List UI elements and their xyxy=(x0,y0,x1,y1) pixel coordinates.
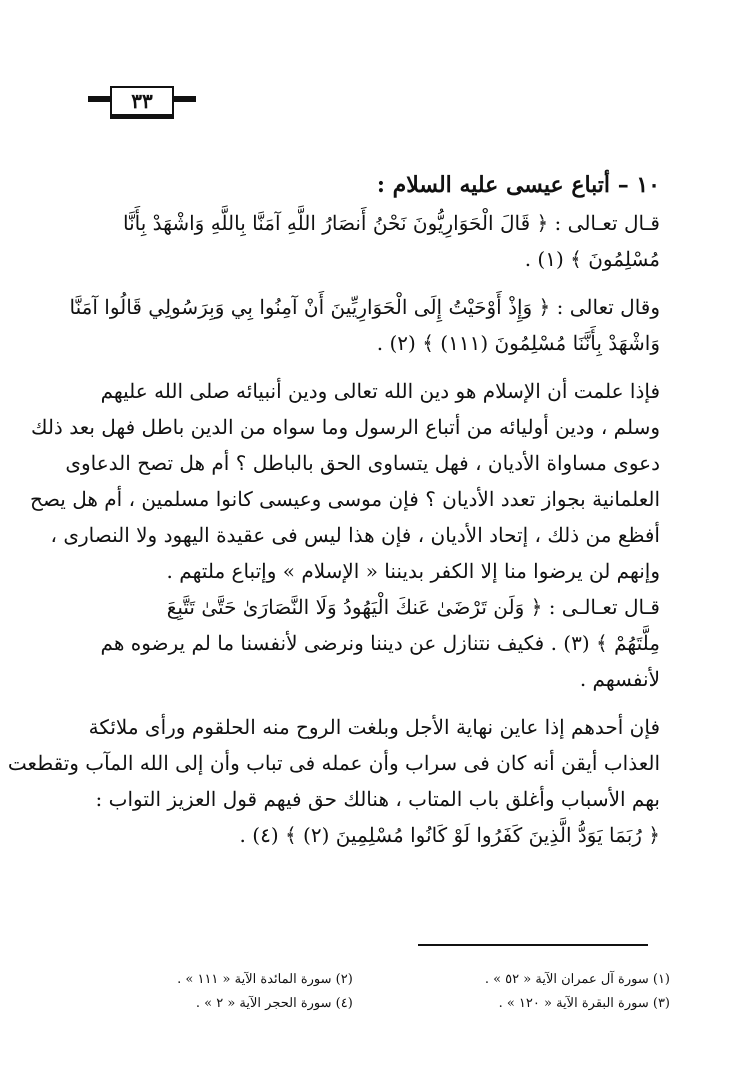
paragraph-3 xyxy=(30,373,660,697)
footnote: (٤) سورة الحجر الآية « ٢ » . xyxy=(195,996,353,1011)
text-line: وقال تعالى : ﴿ وَإِذْ أَوْحَيْتُ إِلَى الْحَوَارِيِّينَ أَنْ آمِنُوا بِي وَبِرَسُولِي قَالُوا آمَنَّا xyxy=(69,295,660,319)
section-heading: ١٠ – أتباع عيسى عليه السلام : xyxy=(376,172,660,198)
text-line: بهم الأسباب وأغلق باب المتاب ، هنالك حق فيهم قول العزيز التواب : xyxy=(95,787,660,811)
text-line: مِلَّتَهُمْ ﴾ (٣) . فكيف نتنازل عن ديننا ونرضى لأنفسنا ما لم يرضوه هم xyxy=(100,631,660,655)
text-line: وَاشْهَدْ بِأَنَّنَا مُسْلِمُونَ (١١١) ﴾ (٢) . xyxy=(376,331,660,355)
text-line: أفظع من ذلك ، إتحاد الأديان ، فإن هذا ليس فى عقيدة اليهود ولا النصارى ، xyxy=(50,523,660,547)
footnote: (٣) سورة البقرة الآية « ١٢٠ » . xyxy=(498,996,670,1011)
footnotes xyxy=(60,968,670,1016)
paragraph-4 xyxy=(7,709,660,853)
text-line: فإن أحدهم إذا عاين نهاية الأجل وبلغت الروح منه الحلقوم ورأى ملائكة xyxy=(88,715,660,739)
text-line: فإذا علمت أن الإسلام هو دين الله تعالى ودين أنبيائه صلى الله عليهم xyxy=(100,379,660,403)
text-line: وإنهم لن يرضوا منا إلا الكفر بديننا « الإسلام » وإتباع ملتهم . xyxy=(166,559,660,583)
text-line: ﴿ رُبَمَا يَوَدُّ الَّذِينَ كَفَرُوا لَوْ كَانُوا مُسْلِمِينَ (٢) ﴾ (٤) . xyxy=(239,823,660,847)
ornament-bar-left xyxy=(88,96,110,102)
text-line: قـال تعـالـى : ﴿ وَلَن تَرْضَىٰ عَنكَ الْيَهُودُ وَلَا النَّصَارَىٰ حَتَّىٰ تَتَّبِعَ xyxy=(166,595,660,619)
text-line: مُسْلِمُونَ ﴾ (١) . xyxy=(524,247,660,271)
paragraph-2 xyxy=(60,289,660,361)
text-line: العذاب أيقن أنه كان فى سراب وأن عمله فى تباب وأن إلى الله المآب وتقطعت xyxy=(7,751,660,775)
footnote-divider xyxy=(418,944,648,946)
page-number: ٣٣ xyxy=(110,86,174,116)
paragraph-1 xyxy=(60,205,660,277)
text-line: دعوى مساواة الأديان ، فهل يتساوى الحق بالباطل ؟ أم هل تصح الدعاوى xyxy=(65,451,660,475)
text-line: لأنفسهم . xyxy=(579,667,660,691)
ornament-bar-right xyxy=(174,96,196,102)
page-body xyxy=(7,165,660,853)
footnote: (٢) سورة المائدة الآية « ١١١ » . xyxy=(177,972,353,987)
text-line: العلمانية بجواز تعدد الأديان ؟ فإن موسى وعيسى كانوا مسلمين ، أم هل يصح xyxy=(30,487,660,511)
page-number-ornament xyxy=(88,86,196,120)
footnote: (١) سورة آل عمران الآية « ٥٢ » . xyxy=(484,972,670,987)
ornament-underline xyxy=(110,116,174,119)
text-line: وسلم ، ودين أوليائه من أتباع الرسول وما سواه من الدين باطل فهل بعد ذلك xyxy=(30,415,660,439)
text-line: قـال تعـالى : ﴿ قَالَ الْحَوَارِيُّونَ نَحْنُ أَنصَارُ اللَّهِ آمَنَّا بِاللَّهِ وَاشْهَدْ بِأَنَّا xyxy=(122,211,660,235)
